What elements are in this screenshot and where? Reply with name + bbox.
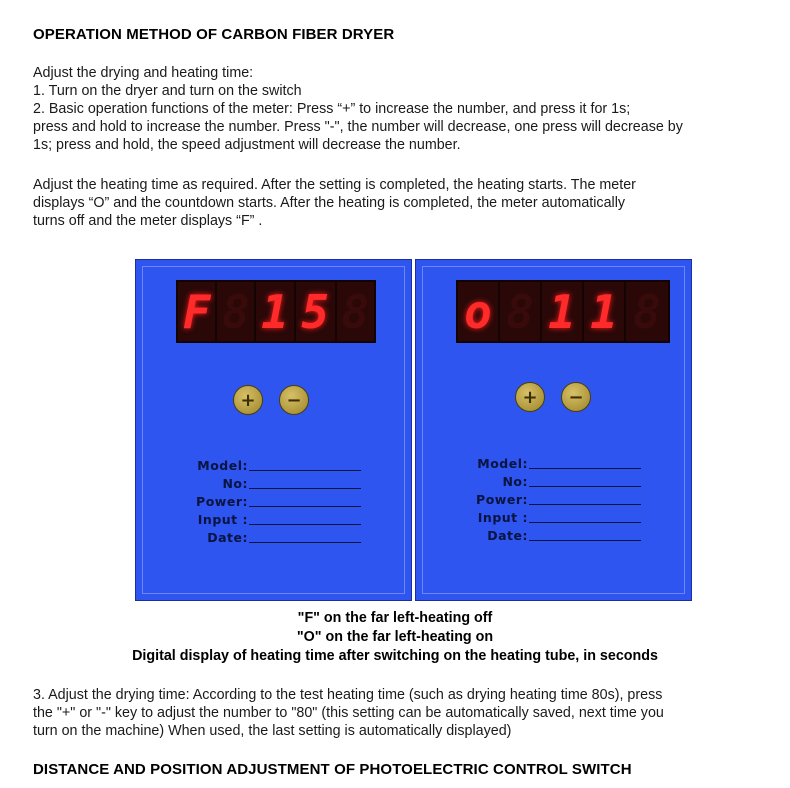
form-row-no: [186, 476, 361, 491]
form-row-input: [466, 510, 641, 525]
form-row-input: [186, 512, 361, 527]
form-line: [529, 503, 641, 505]
form-line: [529, 485, 641, 487]
form-label: No:: [502, 474, 528, 489]
form-row-date: [466, 528, 641, 543]
meter-panel-heating-off: [135, 259, 412, 601]
text-line: Adjust the drying and heating time:: [33, 65, 254, 81]
form-label: Power:: [476, 492, 528, 507]
caption-heating-on: "O" on the far left-heating on: [296, 629, 494, 645]
form-label: Power:: [196, 494, 248, 509]
caption-heating-off: "F" on the far left-heating off: [297, 610, 493, 626]
form-label: Model:: [197, 458, 248, 473]
intro-paragraph: [33, 64, 773, 154]
text-line: 1s; press and hold, the speed adjustment will decrease the number.: [33, 137, 461, 153]
plus-button[interactable]: +: [515, 382, 545, 412]
form-row-power: [466, 492, 641, 507]
text-line: the "+" or "-" key to adjust the number to "80" (this setting can be automatically saved, next time you: [33, 705, 664, 721]
form-row-power: [186, 494, 361, 509]
form-line: [249, 523, 361, 525]
plus-button[interactable]: +: [233, 385, 263, 415]
form-label: Model:: [477, 456, 528, 471]
caption-digital-display: Digital display of heating time after switching on the heating tube, in seconds: [132, 648, 658, 664]
form-label: Date:: [487, 528, 528, 543]
text-line: press and hold to increase the number. Press "-", the number will decrease, one press will decrease by: [33, 119, 683, 135]
led-display: [456, 280, 670, 343]
form-line: [529, 539, 641, 541]
led-digit: 8: [341, 284, 370, 339]
text-line: displays “O” and the countdown starts. After the heating is completed, the meter automatically: [33, 195, 626, 211]
form-row-date: [186, 530, 361, 545]
led-digit: 8: [633, 284, 661, 339]
form-label: No:: [222, 476, 248, 491]
text-line: turn on the machine) When used, the last setting is automatically displayed): [33, 723, 512, 739]
document-title: OPERATION METHOD OF CARBON FIBER DRYER: [33, 26, 395, 43]
form-row-model: [466, 456, 641, 471]
led-display: [176, 280, 376, 343]
led-digit: 5: [296, 282, 337, 341]
form-label: Date:: [207, 530, 248, 545]
form-line: [249, 541, 361, 543]
led-digit: 8: [500, 282, 542, 341]
text-line: turns off and the meter displays “F” .: [33, 213, 263, 229]
form-row-model: [186, 458, 361, 473]
led-digit: 1: [584, 282, 626, 341]
text-line: 3. Adjust the drying time: According to the test heating time (such as drying heating time 80s), press: [33, 687, 663, 703]
led-digit: 8: [217, 282, 256, 341]
text-line: 1. Turn on the dryer and turn on the switch: [33, 83, 302, 99]
led-digit: 1: [256, 282, 295, 341]
led-digit: o: [458, 282, 500, 341]
form-line: [529, 521, 641, 523]
form-line: [249, 505, 361, 507]
form-label: Input :: [477, 510, 528, 525]
form-line: [249, 487, 361, 489]
led-digit: F: [178, 282, 217, 341]
form-row-no: [466, 474, 641, 489]
meter-panel-heating-on: [415, 259, 692, 601]
section-heading: DISTANCE AND POSITION ADJUSTMENT OF PHOTOELECTRIC CONTROL SWITCH: [33, 761, 632, 778]
form-line: [529, 467, 641, 469]
form-line: [249, 469, 361, 471]
text-line: 2. Basic operation functions of the meter: Press “+” to increase the number, and press it for 1s;: [33, 101, 631, 117]
drying-time-paragraph: [33, 686, 773, 740]
text-line: Adjust the heating time as required. After the setting is completed, the heating starts. The meter: [33, 177, 636, 193]
led-digit: 1: [542, 282, 584, 341]
form-label: Input :: [197, 512, 248, 527]
minus-button[interactable]: −: [279, 385, 309, 415]
heating-paragraph: [33, 176, 773, 230]
minus-button[interactable]: −: [561, 382, 591, 412]
